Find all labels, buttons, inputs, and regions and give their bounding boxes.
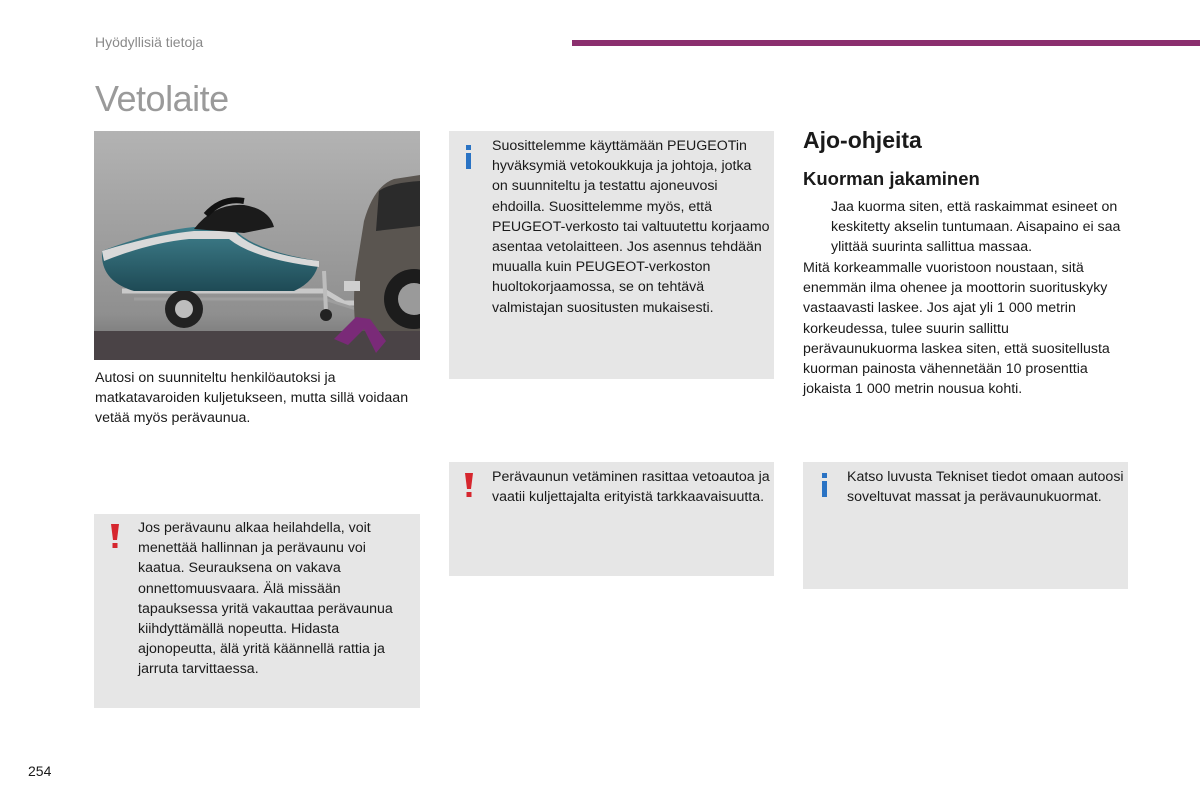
- altitude-paragraph: Mitä korkeammalle vuoristoon noustaan, sitä enemmän ilma ohenee ja moottorin suorituskyky vastaavasti laskee. Jos ajat yli 1 000 metrin korkeudessa, tulee suurin sallittu perävaunukuorma laskea siten, että suositellusta kuorman painosta vähennetään 10 prosenttia jokaista 1 000 metrin nousua kohti.: [803, 260, 1110, 398]
- warning-box-text: Perävaunun vetäminen rasittaa vetoautoa ja vaatii kuljettajalta erityistä tarkkaavaisuutta.: [492, 469, 770, 506]
- section-label: Hyödyllisiä tietoja: [95, 34, 204, 50]
- page-number: 254: [28, 763, 52, 779]
- info-icon: [464, 145, 474, 169]
- warning-exclamation-icon: [464, 473, 474, 497]
- info-box-technical-data: [803, 462, 1128, 589]
- warning-box-text: Jos perävaunu alkaa heilahdella, voit menettää hallinnan ja perävaunu voi kaatua. Seurauksena on vakava onnettomuusvaara. Älä missään tapauksessa yritä vakauttaa perävaunua kiihdyttämällä nopeutta. Hidasta ajonopeutta, älä yritä käännellä rattia ja jarruta tarvittaessa.: [138, 520, 393, 678]
- header-accent-rule: [572, 40, 1200, 46]
- warning-exclamation-icon: [110, 524, 120, 548]
- towing-illustration: [94, 131, 420, 360]
- bullet-text: Jaa kuorma siten, että raskaimmat esineet on keskitetty akselin tuntumaan. Aisapaino ei saa ylittää suurinta sallittua massaa.: [831, 199, 1121, 256]
- intro-paragraph: Autosi on suunniteltu henkilöautoksi ja matkatavaroiden kuljetukseen, mutta sillä voidaan vetää myös perävaunua.: [95, 370, 409, 427]
- page-title: Vetolaite: [95, 78, 229, 119]
- subsection-heading: Kuorman jakaminen: [803, 168, 980, 189]
- info-box-text: Suosittelemme käyttämään PEUGEOTin hyväksymiä vetokoukkuja ja johtoja, jotka on suunniteltu ja testattu ajoneuvosi ehdoilla. Suosittelemme myös, että PEUGEOT-verkosto tai valtuutettu korjaamo asentaa vetolaitteen. Jos asennus tehdään muualla kuin PEUGEOT-verkoston huoltokorjaamossa, se on tehtävä valmistajan suositusten mukaisesti.: [492, 138, 770, 316]
- warning-box-towing-strain: [449, 462, 774, 576]
- warning-box-trailer-sway: [94, 514, 420, 708]
- info-icon: [820, 473, 830, 497]
- section-heading: Ajo-ohjeita: [803, 127, 922, 153]
- info-box-text: Katso luvusta Tekniset tiedot omaan autoosi soveltuvat massat ja perävaunukuormat.: [847, 469, 1124, 506]
- info-box-recommended-towbar: [449, 131, 774, 379]
